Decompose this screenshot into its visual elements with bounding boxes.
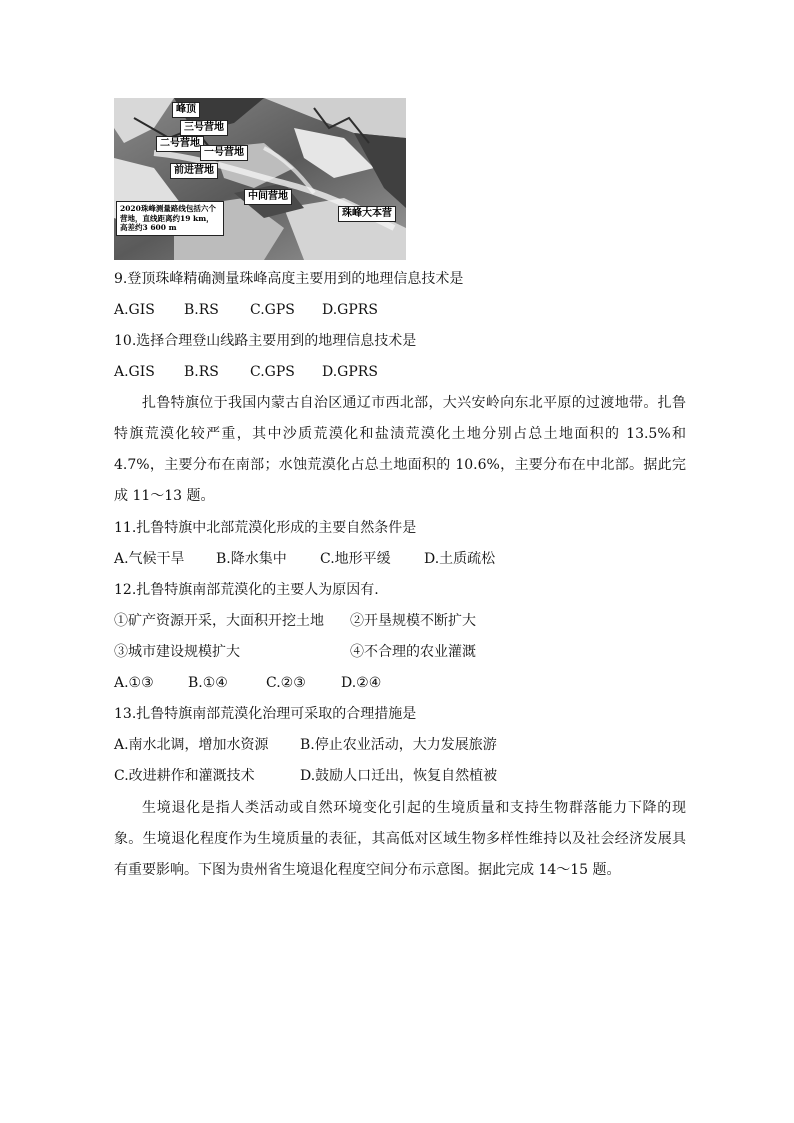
label-advance-camp: 前进营地 (170, 163, 218, 179)
label-summit: 峰顶 (172, 102, 200, 118)
q12-option-b: B.①④ (188, 675, 228, 691)
q12-option-c: C.②③ (266, 675, 306, 691)
q11-option-c: C.地形平缓 (320, 551, 391, 567)
q13-option-c: C.改进耕作和灌溉技术 (114, 768, 255, 784)
q9-option-c: C.GPS (250, 302, 295, 318)
q12-item-3: ③城市建设规模扩大 (114, 644, 240, 660)
q9-option-d: D.GPRS (322, 302, 378, 318)
q11-option-b: B.降水集中 (216, 551, 287, 567)
route-note: 2020珠峰测量路线包括六个营地，直线距离约19 km，高差约3 600 m (116, 201, 224, 236)
q13-stem: 13.扎鲁特旗南部荒漠化治理可采取的合理措施是 (114, 706, 417, 722)
q12-items-row2 (114, 642, 476, 662)
terrain-image (114, 98, 406, 260)
q13-options-row2 (114, 766, 497, 786)
q10-option-d: D.GPRS (322, 364, 378, 380)
q9-options (114, 300, 378, 320)
everest-route-image (114, 98, 406, 260)
q12-option-d: D.②④ (341, 675, 382, 691)
q11-stem: 11.扎鲁特旗中北部荒漠化形成的主要自然条件是 (114, 520, 417, 536)
label-camp3: 三号营地 (180, 120, 228, 136)
label-camp1: 一号营地 (200, 145, 248, 161)
q11-option-a: A.气候干旱 (114, 551, 185, 567)
q12-options (114, 673, 381, 693)
label-base-camp: 珠峰大本营 (338, 206, 396, 222)
q11-option-d: D.土质疏松 (424, 551, 496, 567)
q10-option-a: A.GIS (114, 364, 155, 380)
label-middle-camp: 中间营地 (244, 189, 292, 205)
q12-stem: 12.扎鲁特旗南部荒漠化的主要人为原因有. (114, 582, 379, 598)
q13-options-row1 (114, 735, 497, 755)
q10-options (114, 362, 378, 382)
q11-options (114, 549, 495, 569)
q12-item-4: ④不合理的农业灌溉 (350, 644, 476, 660)
q10-option-c: C.GPS (250, 364, 295, 380)
q9-option-b: B.RS (184, 302, 219, 318)
q9-option-a: A.GIS (114, 302, 155, 318)
passage-habitat-degradation: 生境退化是指人类活动或自然环境变化引起的生境质量和支持生物群落能力下降的现象。生境退化程度作为生境质量的表征，其高低对区域生物多样性维持以及社会经济发展具有重要影响。下图为贵州省生境退化程度空间分布示意图。据此完成 14～15 题。 (114, 800, 686, 878)
q12-item-2: ②开垦规模不断扩大 (350, 613, 476, 629)
q12-items-row1 (114, 611, 476, 631)
passage-zarut: 扎鲁特旗位于我国内蒙古自治区通辽市西北部，大兴安岭向东北平原的过渡地带。扎鲁特旗荒漠化较严重，其中沙质荒漠化和盐渍荒漠化土地分别占总土地面积的 13.5%和 4.7%，主要分布在南部；水蚀荒漠化占总土地面积的 10.6%，主要分布在中北部。据此完成 11～13 题。 (114, 395, 686, 504)
q12-item-1: ①矿产资源开采，大面积开挖土地 (114, 613, 324, 629)
q9-stem: 9.登顶珠峰精确测量珠峰高度主要用到的地理信息技术是 (114, 271, 464, 287)
q13-option-d: D.鼓励人口迁出，恢复自然植被 (300, 768, 498, 784)
q13-option-a: A.南水北调，增加水资源 (114, 737, 269, 753)
q13-option-b: B.停止农业活动，大力发展旅游 (300, 737, 497, 753)
q10-option-b: B.RS (184, 364, 219, 380)
q12-option-a: A.①③ (114, 675, 154, 691)
label-camp2: 二号营地 (156, 136, 204, 152)
q10-stem: 10.选择合理登山线路主要用到的地理信息技术是 (114, 333, 417, 349)
